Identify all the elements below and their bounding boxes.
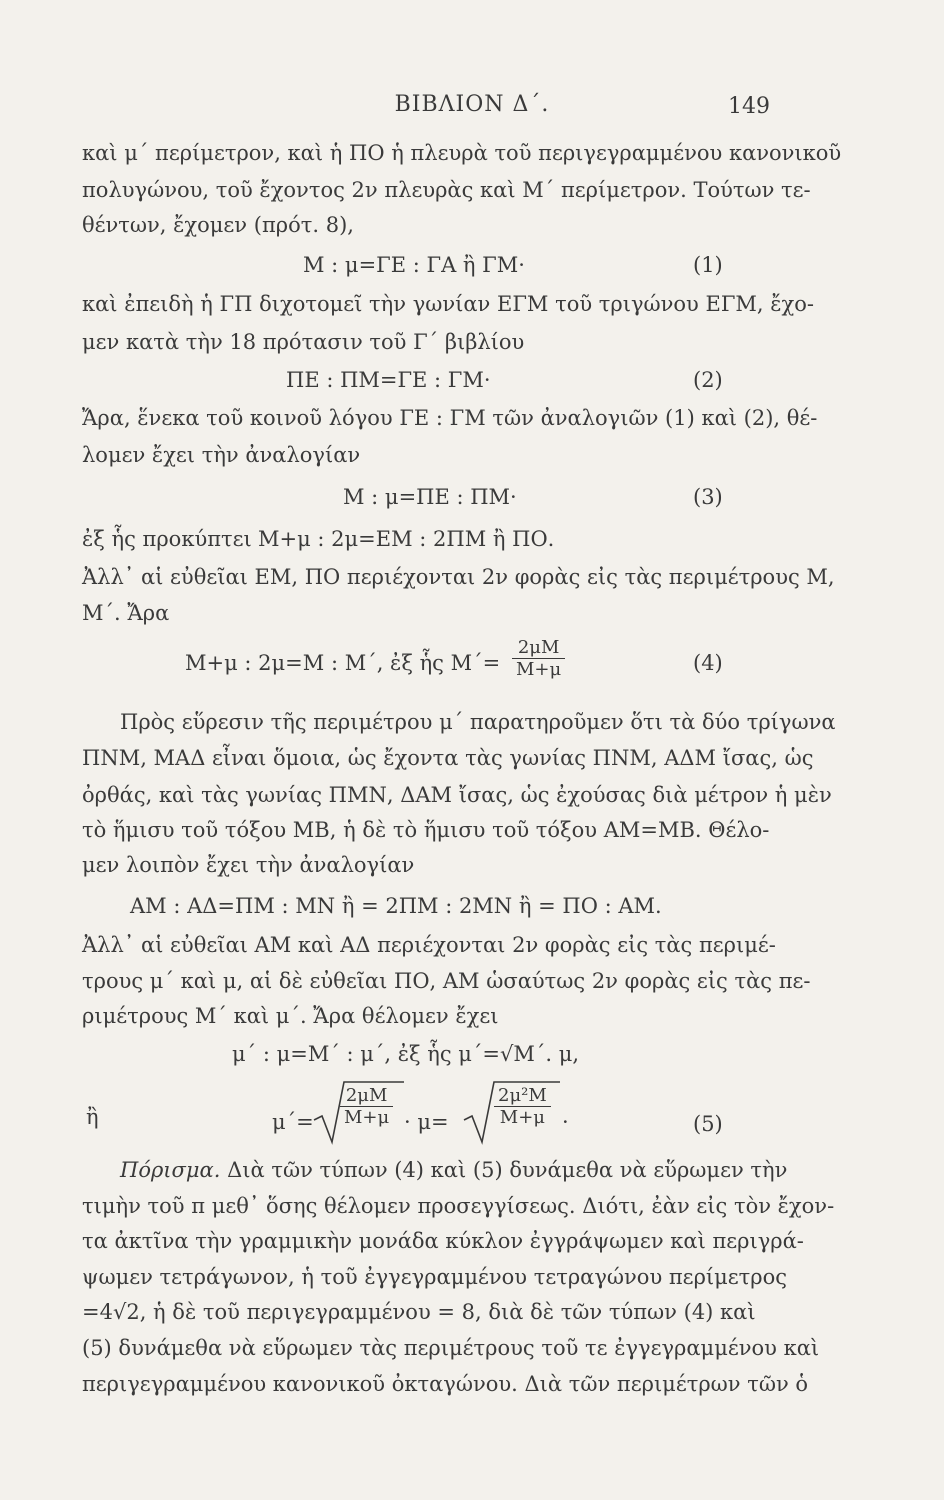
text-line: (5) δυνάμεθα νὰ εὕρωμεν τὰς περιμέτρους τοῦ τε ἐγγεγραμμένου καὶ xyxy=(82,1336,820,1360)
fraction-numerator: 2μΜ xyxy=(512,637,565,659)
text-line: πολυγώνου, τοῦ ἔχοντος 2ν πλευρὰς καὶ Μ΄ περίμετρον. Τούτων τε- xyxy=(82,178,811,202)
corollary-label: Πόρισμα. xyxy=(120,1158,221,1182)
text-line: ψωμεν τετράγωνον, ἡ τοῦ ἐγγεγραμμένου τετραγώνου περίμετρος xyxy=(82,1265,788,1289)
equation-7-fraction-a xyxy=(340,1085,393,1128)
text-line: μεν κατὰ τὴν 18 πρότασιν τοῦ Γ΄ βιβλίου xyxy=(82,330,525,354)
equation-4: Μ+μ : 2μ=Μ : Μ΄, ἐξ ἧς Μ΄= xyxy=(185,651,501,675)
equation-1: Μ : μ=ΓΕ : ΓΑ ἢ ΓΜ· xyxy=(303,253,525,277)
text-line: Ἄρα, ἕνεκα τοῦ κοινοῦ λόγου ΓΕ : ΓΜ τῶν ἀναλογιῶν (1) καὶ (2), θέ- xyxy=(82,406,818,430)
text-line: ριμέτρους Μ΄ καὶ μ΄. Ἄρα θέλομεν ἔχει xyxy=(82,1004,499,1028)
text-line: Πρὸς εὕρεσιν τῆς περιμέτρου μ΄ παρατηροῦμεν ὅτι τὰ δύο τρίγωνα xyxy=(120,710,836,734)
text-line: ὀρθάς, καὶ τὰς γωνίας ΠΜΝ, ΔΑΜ ἴσας, ὡς ἐχούσας διὰ μέτρον ἡ μὲν xyxy=(82,783,832,807)
equation-number: (3) xyxy=(693,485,723,509)
equation-number: (5) xyxy=(693,1112,723,1136)
equation-7-fraction-b xyxy=(494,1085,551,1128)
equation-6: μ΄ : μ=Μ΄ : μ΄, ἐξ ἧς μ΄=√Μ΄. μ, xyxy=(232,1042,580,1066)
equation-number: (4) xyxy=(693,651,723,675)
fraction-denominator: Μ+μ xyxy=(516,659,562,680)
text-line xyxy=(120,1158,787,1182)
page-number: 149 xyxy=(728,94,770,119)
text-line: τιμὴν τοῦ π μεθ᾿ ὅσης θέλομεν προσεγγίσεως. Διότι, ἐὰν εἰς τὸν ἔχον- xyxy=(82,1194,835,1218)
text-line: καὶ ἐπειδὴ ἡ ΓΠ διχοτομεῖ τὴν γωνίαν ΕΓΜ τοῦ τριγώνου ΕΓΜ, ἔχο- xyxy=(82,292,814,316)
text-line: ΠΝΜ, ΜΑΔ εἶναι ὅμοια, ὡς ἔχοντα τὰς γωνίας ΠΝΜ, ΑΔΜ ἴσας, ὡς xyxy=(82,746,814,770)
text-line: Ἀλλ᾿ αἱ εὐθεῖαι ΕΜ, ΠΟ περιέχονται 2ν φορὰς εἰς τὰς περιμέτρους Μ, xyxy=(82,565,835,589)
fraction-denominator: Μ+μ xyxy=(344,1107,390,1128)
text-line: τὸ ἥμισυ τοῦ τόξου ΜΒ, ἡ δὲ τὸ ἥμισυ τοῦ τόξου ΑΜ=ΜΒ. Θέλο- xyxy=(82,818,770,842)
equation-number: (2) xyxy=(693,368,723,392)
equation-2: ΠΕ : ΠΜ=ΓΕ : ΓΜ· xyxy=(286,368,491,392)
equation-derived: Μ+μ : 2μ=ΕΜ : 2ΠΜ ἢ ΠΟ. xyxy=(258,527,555,551)
text-line: Ἀλλ᾿ αἱ εὐθεῖαι ΑΜ καὶ ΑΔ περιέχονται 2ν φορὰς εἰς τὰς περιμέ- xyxy=(82,933,776,957)
text-line: περιγεγραμμένου κανονικοῦ ὀκταγώνου. Διὰ τῶν περιμέτρων τῶν ὁ xyxy=(82,1372,809,1396)
equation-number: (1) xyxy=(693,253,723,277)
text-line: Μ΄. Ἄρα xyxy=(82,601,170,625)
text-line: =4√2, ἡ δὲ τοῦ περιγεγραμμένου = 8, διὰ δὲ τῶν τύπων (4) καὶ xyxy=(82,1300,756,1324)
equation-7-lhs: μ΄= xyxy=(272,1110,314,1134)
equation-4-fraction xyxy=(512,637,565,680)
equation-7-mid: · μ= xyxy=(404,1110,449,1134)
running-head: ΒΙΒΛΙΟΝ Δ΄. xyxy=(394,92,550,117)
equation-lead: ἐξ ἧς προκύπτει xyxy=(82,527,252,551)
text-line: θέντων, ἔχομεν (πρότ. 8), xyxy=(82,213,354,237)
text-line: μεν λοιπὸν ἔχει τὴν ἀναλογίαν xyxy=(82,853,415,877)
text-line: λομεν ἔχει τὴν ἀναλογίαν xyxy=(82,443,361,467)
text-line: τρους μ΄ καὶ μ, αἱ δὲ εὐθεῖαι ΠΟ, ΑΜ ὡσαύτως 2ν φορὰς εἰς τὰς πε- xyxy=(82,969,811,993)
text-line-rest: Διὰ τῶν τύπων (4) καὶ (5) δυνάμεθα νὰ εὕρωμεν τὴν xyxy=(220,1158,788,1182)
text-line: τα ἀκτῖνα τὴν γραμμικὴν μονάδα κύκλον ἐγγράψωμεν καὶ περιγρά- xyxy=(82,1229,804,1253)
equation-lead: ἢ xyxy=(86,1105,99,1129)
equation-5: ΑΜ : ΑΔ=ΠΜ : ΜΝ ἢ = 2ΠΜ : 2ΜΝ ἢ = ΠΟ : ΑΜ. xyxy=(130,894,662,918)
fraction-denominator: Μ+μ xyxy=(499,1107,545,1128)
text-line: καὶ μ΄ περίμετρον, καὶ ἡ ΠΟ ἡ πλευρὰ τοῦ περιγεγραμμένου κανονικοῦ xyxy=(82,141,842,165)
equation-7-end: · xyxy=(562,1110,569,1134)
equation-3: Μ : μ=ΠΕ : ΠΜ· xyxy=(343,485,517,509)
fraction-numerator: 2μΜ xyxy=(340,1085,393,1107)
fraction-numerator: 2μ²Μ xyxy=(494,1085,551,1107)
